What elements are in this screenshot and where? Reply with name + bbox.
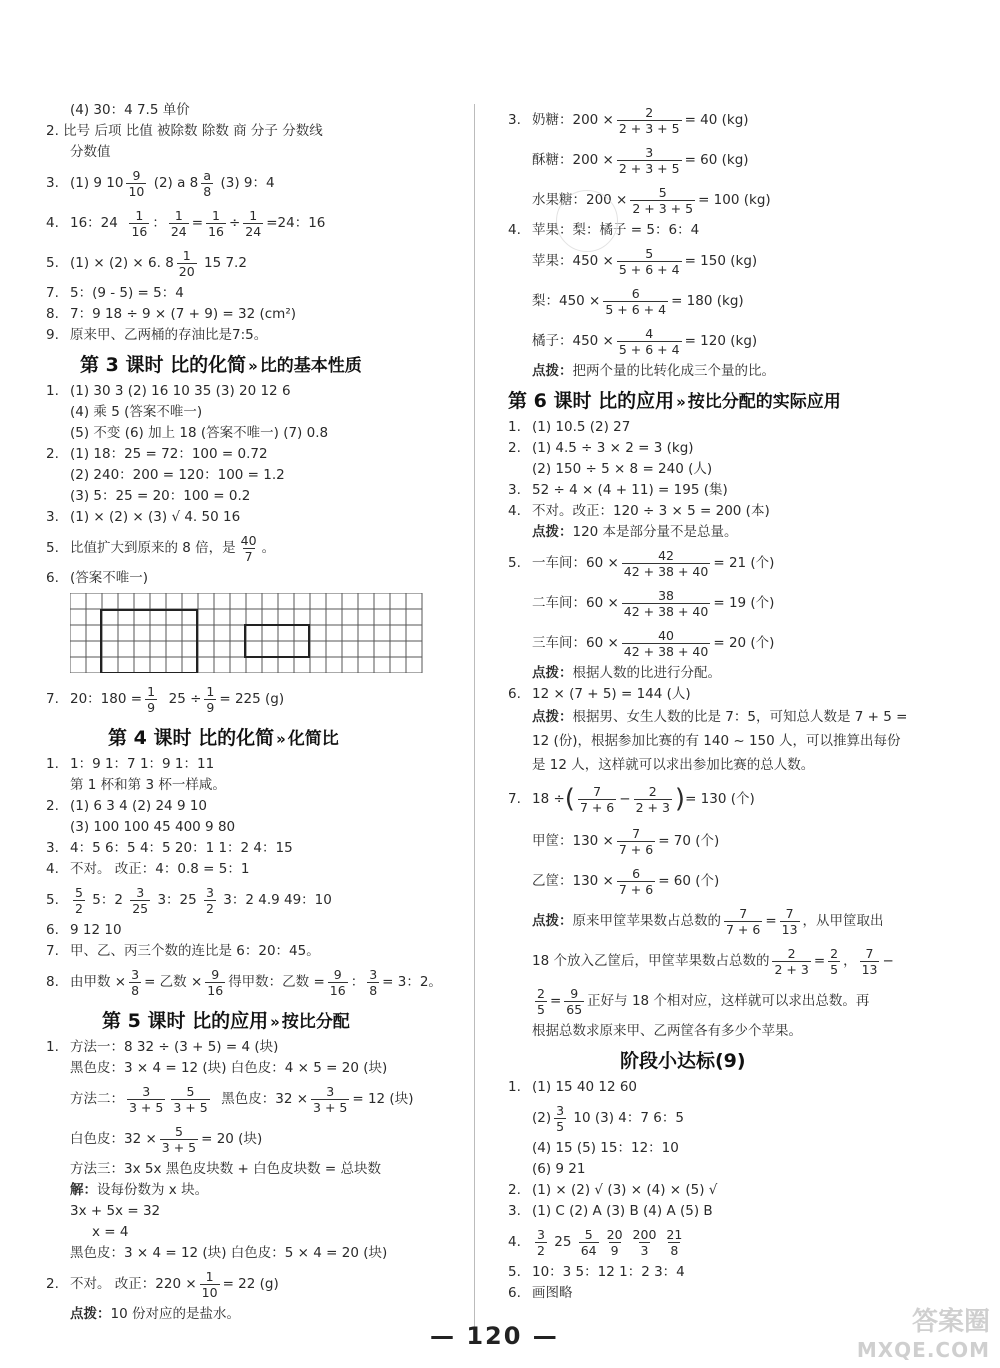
answer-line: 6. 12 × (7 + 5) = 144 (人) xyxy=(508,686,691,702)
fraction: $\frac{2}{2 + 3}$ xyxy=(635,783,670,815)
answer-line: 2. 不对。 改正：220 × $\frac{1}{10}$ = 22 (g) xyxy=(46,1268,279,1300)
answer-line: 方法三：3x 5x 黑色皮块数 + 白色皮块数 = 总块数 xyxy=(70,1161,382,1177)
answer-line: 2. 比号 后项 比值 被除数 除数 商 分子 分数线 xyxy=(46,123,323,139)
fraction: $\frac{21}{8}$ xyxy=(666,1226,683,1258)
fraction: $\frac{6}{5 + 6 + 4}$ xyxy=(605,285,667,317)
fraction: $\frac{7}{7 + 6}$ xyxy=(618,825,654,857)
fraction: $\frac{7}{7 + 6}$ xyxy=(726,905,761,937)
fraction: $\frac{3}{2}$ xyxy=(206,884,214,916)
column-divider xyxy=(474,104,475,1330)
fraction: $\frac{3}{8}$ xyxy=(131,966,140,998)
grid-drawing xyxy=(70,593,456,673)
answer-line: 4. 不对。 改正：4：0.8 = 5：1 xyxy=(46,861,250,877)
answer-line: 橘子：450 × $\frac{4}{5 + 6 + 4}$ = 120 (kg) xyxy=(532,325,758,357)
answer-line: 酥糖：200 × $\frac{3}{2 + 3 + 5}$ = 60 (kg) xyxy=(532,144,749,176)
fraction: $\frac{42}{42 + 38 + 40}$ xyxy=(623,547,709,579)
answer-line: 苹果：450 × $\frac{5}{5 + 6 + 4}$ = 150 (kg) xyxy=(532,245,758,277)
fraction: $\frac{3}{2}$ xyxy=(537,1226,545,1258)
answer-line: 5. 比值扩大到原来的 8 倍，是 $\frac{40}{7}$ 。 xyxy=(46,532,276,564)
fraction: $\frac{1}{16}$ xyxy=(131,207,148,239)
answer-line: 二车间：60 × $\frac{38}{42 + 38 + 40}$ = 19 (个) xyxy=(532,587,775,619)
fraction: $\frac{7}{7 + 6}$ xyxy=(579,783,615,815)
answer-line: 2. (1) 6 3 4 (2) 24 9 10 xyxy=(46,798,207,814)
right-column xyxy=(508,100,908,1304)
answer-line: 甲筐：130 × $\frac{7}{7 + 6}$ = 70 (个) xyxy=(532,825,720,857)
answer-line: 5. 一车间：60 × $\frac{42}{42 + 38 + 40}$ = 21 (个) xyxy=(508,547,775,579)
fraction: $\frac{20}{9}$ xyxy=(606,1226,623,1258)
fraction: $\frac{2}{5}$ xyxy=(830,945,839,977)
answer-line: (2) 240：200 = 120：100 = 1.2 xyxy=(70,467,285,483)
fraction: $\frac{7}{13}$ xyxy=(861,945,878,977)
fraction: $\frac{3}{5}$ xyxy=(556,1102,565,1134)
answer-line: 6. 画图略 xyxy=(508,1285,573,1301)
section-heading: 第 4 课时 比的化简 » 化简比 xyxy=(108,727,339,749)
fraction: $\frac{5}{64}$ xyxy=(580,1226,597,1258)
fraction: $\frac{3}{25}$ xyxy=(132,884,149,916)
answer-line: 3. (1) × (2) × (3) √ 4. 50 16 xyxy=(46,509,241,525)
answer-line: 1. (1) 15 40 12 60 xyxy=(508,1079,638,1095)
section-heading: 第 5 课时 比的应用 » 按比分配 xyxy=(102,1010,350,1032)
answer-line: 4. 不对。改正：120 ÷ 3 × 5 = 200 (本) xyxy=(508,503,770,519)
answer-line: 7. 5：(9 - 5) = 5：4 xyxy=(46,285,184,301)
fraction: $\frac{1}{10}$ xyxy=(201,1268,218,1300)
answer-line: (2) 150 ÷ 5 × 8 = 240 (人) xyxy=(532,461,713,477)
site-watermark xyxy=(857,1308,990,1364)
answer-line: 黑色皮：3 × 4 = 12 (块) 白色皮：4 × 5 = 20 (块) xyxy=(70,1060,388,1076)
fraction: $\frac{5}{2 + 3 + 5}$ xyxy=(632,184,694,216)
section-heading: 第 3 课时 比的化简 » 比的基本性质 xyxy=(80,354,362,376)
page-number: — 120 — xyxy=(430,1322,559,1350)
answer-line: 点拨： 把两个量的比转化成三个量的比。 xyxy=(532,363,775,379)
section-heading: 第 6 课时 比的应用 » 按比分配的实际应用 xyxy=(508,390,841,412)
answer-line: (5) 不变 (6) 加上 18 (答案不唯一) (7) 0.8 xyxy=(70,425,329,441)
fraction: $\frac{4}{5 + 6 + 4}$ xyxy=(618,325,680,357)
answer-line: 2. (1) × (2) √ (3) × (4) × (5) √ xyxy=(508,1182,718,1198)
answer-line: (4) 30：4 7.5 单价 xyxy=(70,102,190,118)
fraction: $\frac{1}{9}$ xyxy=(147,683,156,715)
fraction: $\frac{2}{2 + 3}$ xyxy=(774,945,809,977)
answer-line: 3. (1) 9 10 $\frac{9}{10}$ (2) a 8 $\frac{a}{8}$ (3) 9：4 xyxy=(46,167,275,199)
answer-line: 6. 9 12 10 xyxy=(46,922,122,938)
answer-line: 解： 设每份数为 x 块。 xyxy=(70,1182,209,1198)
answer-line: 8. 7：9 18 ÷ 9 × (7 + 9) = 32 (cm²) xyxy=(46,306,297,322)
answer-line: 5. 10：3 5：12 1：2 3：4 xyxy=(508,1264,685,1280)
answer-line: 点拨： 10 份对应的是盐水。 xyxy=(70,1306,240,1322)
answer-line: 第 1 杯和第 3 杯一样咸。 xyxy=(70,777,226,793)
answer-line: 1. (1) 30 3 (2) 16 10 35 (3) 20 12 6 xyxy=(46,383,291,399)
fraction: $\frac{1}{9}$ xyxy=(206,683,215,715)
answer-line: 3. 4：5 6：5 4：5 20：1 1：2 4：15 xyxy=(46,840,293,856)
answer-line: (3) 100 100 45 400 9 80 xyxy=(70,819,236,835)
answer-line: 1. 方法一：8 32 ÷ (3 + 5) = 4 (块) xyxy=(46,1039,279,1055)
answer-line: (2) $\frac{3}{5}$ 10 (3) 4：7 6：5 xyxy=(532,1102,684,1134)
fraction: $\frac{9}{65}$ xyxy=(566,985,583,1017)
answer-line: 水果糖：200 × $\frac{5}{2 + 3 + 5}$ = 100 (kg) xyxy=(532,184,771,216)
answer-line: 1. (1) 10.5 (2) 27 xyxy=(508,419,631,435)
fraction: $\frac{3}{3 + 5}$ xyxy=(313,1083,348,1115)
answer-line: $\frac{2}{5}$ = $\frac{9}{65}$ 正好与 18 个相对应，这样就可以求出总数。再 xyxy=(537,985,870,1017)
answer-line: 8. 由甲数 × $\frac{3}{8}$ = 乙数 × $\frac{9}{16}$ 得甲数：乙数 = $\frac{9}{16}$ ： $\frac{3}{8}$ = 3：2。 xyxy=(46,966,442,998)
fraction: $\frac{9}{16}$ xyxy=(207,966,224,998)
answer-line: 方法二： $\frac{3}{3 + 5}$ $\frac{5}{3 + 5}$ 黑色皮：32 × $\frac{3}{3 + 5}$ = 12 (块) xyxy=(70,1083,414,1115)
answer-line: 点拨： 原来甲筐苹果数占总数的 $\frac{7}{7 + 6}$ = $\frac{7}{13}$ ，从甲筐取出 xyxy=(532,905,884,937)
answer-line: 2. (1) 4.5 ÷ 3 × 2 = 3 (kg) xyxy=(508,440,694,456)
answer-line: 7. 甲、乙、丙三个数的连比是 6：20：45。 xyxy=(46,943,320,959)
fraction: $\frac{2}{2 + 3 + 5}$ xyxy=(618,104,680,136)
answer-line: 2. (1) 18：25 = 72：100 = 0.72 xyxy=(46,446,268,462)
answer-line: 4. 16：24 $\frac{1}{16}$ ： $\frac{1}{24}$ = $\frac{1}{16}$ ÷ $\frac{1}{24}$ =24：16 xyxy=(46,207,326,239)
answer-line: 3x + 5x = 32 xyxy=(70,1203,161,1219)
answer-line: 3. 奶糖：200 × $\frac{2}{2 + 3 + 5}$ = 40 (kg) xyxy=(508,104,749,136)
fraction: $\frac{1}{24}$ xyxy=(245,207,262,239)
fraction: $\frac{5}{5 + 6 + 4}$ xyxy=(618,245,680,277)
answer-paragraph: 点拨：根据男、女生人数的比是 7：5，可知总人数是 7 + 5 = 12 (份)，根据参加比赛的有 140 ~ 150 人，可以推算出每份是 12 人，这样就可以求出参加比赛的总人数。 xyxy=(532,709,908,773)
fraction: $\frac{40}{42 + 38 + 40}$ xyxy=(623,627,709,659)
answer-line: 9. 原来甲、乙两桶的存油比是7:5。 xyxy=(46,327,268,343)
answer-line: 三车间：60 × $\frac{40}{42 + 38 + 40}$ = 20 (个) xyxy=(532,627,775,659)
section-heading: 阶段小达标(9) xyxy=(620,1050,746,1072)
answer-line: 7. 20：180 = $\frac{1}{9}$ 25 ÷ $\frac{1}{9}$ = 225 (g) xyxy=(46,683,285,715)
answer-line: 黑色皮：3 × 4 = 12 (块) 白色皮：5 × 4 = 20 (块) xyxy=(70,1245,388,1261)
fraction: $\frac{3}{2 + 3 + 5}$ xyxy=(618,144,680,176)
fraction: $\frac{38}{42 + 38 + 40}$ xyxy=(623,587,709,619)
answer-line: x = 4 xyxy=(92,1224,129,1240)
answer-line: 6. (答案不唯一) xyxy=(46,570,149,586)
answer-line: 4. 苹果：梨：橘子 = 5：6：4 xyxy=(508,222,700,238)
fraction: $\frac{7}{13}$ xyxy=(781,905,798,937)
fraction: $\frac{1}{24}$ xyxy=(170,207,187,239)
answer-line: 点拨： 120 本是部分量不是总量。 xyxy=(532,524,738,540)
answer-line: (3) 5：25 = 20：100 = 0.2 xyxy=(70,488,251,504)
fraction: $\frac{6}{7 + 6}$ xyxy=(618,865,654,897)
answer-line: (4) 15 (5) 15：12：10 xyxy=(532,1140,679,1156)
fraction: $\frac{3}{8}$ xyxy=(369,966,378,998)
fraction: $\frac{5}{3 + 5}$ xyxy=(173,1083,208,1115)
watermark-title: 答案圈 xyxy=(911,1307,990,1337)
fraction: $\frac{1}{20}$ xyxy=(178,247,195,279)
answer-line: 4. $\frac{3}{2}$ 25 $\frac{5}{64}$ $\frac{20}{9}$ $\frac{200}{3}$ $\frac{21}{8}$ xyxy=(508,1226,683,1258)
fraction: $\frac{5}{2}$ xyxy=(75,884,83,916)
answer-line: 梨：450 × $\frac{6}{5 + 6 + 4}$ = 180 (kg) xyxy=(532,285,744,317)
answer-line: 分数值 xyxy=(70,144,111,160)
left-column xyxy=(46,100,456,1325)
fraction: $\frac{200}{3}$ xyxy=(632,1226,657,1258)
answer-line: 5. (1) × (2) × 6. 8 $\frac{1}{20}$ 15 7.2 xyxy=(46,247,247,279)
answer-line: (4) 乘 5 (答案不唯一) xyxy=(70,404,203,420)
answer-line: 3. 52 ÷ 4 × (4 + 11) = 195 (集) xyxy=(508,482,728,498)
answer-line: 1. 1：9 1：7 1：9 1：11 xyxy=(46,756,215,772)
answer-line: 白色皮：32 × $\frac{5}{3 + 5}$ = 20 (块) xyxy=(70,1123,263,1155)
faint-stamp xyxy=(556,190,618,252)
answer-line: (6) 9 21 xyxy=(532,1161,586,1177)
fraction: $\frac{1}{16}$ xyxy=(208,207,224,239)
grid-figure xyxy=(70,593,430,673)
answer-line: 点拨： 根据人数的比进行分配。 xyxy=(532,665,721,681)
fraction: $\frac{a}{8}$ xyxy=(203,167,212,199)
answer-line: 18 个放入乙筐后，甲筐苹果数占总数的 $\frac{2}{2 + 3}$ = $\frac{2}{5}$ ， $\frac{7}{13}$ − xyxy=(532,945,894,977)
fraction: $\frac{9}{10}$ xyxy=(128,167,145,199)
watermark-url: MXQE.COM xyxy=(856,1338,990,1362)
fraction: $\frac{2}{5}$ xyxy=(537,985,545,1017)
fraction: $\frac{5}{3 + 5}$ xyxy=(161,1123,197,1155)
answer-line: 乙筐：130 × $\frac{6}{7 + 6}$ = 60 (个) xyxy=(532,865,720,897)
answer-line: 5. $\frac{5}{2}$ 5：2 $\frac{3}{25}$ 3：25 $\frac{3}{2}$ 3：2 4.9 49：10 xyxy=(46,884,332,916)
fraction: $\frac{9}{16}$ xyxy=(329,966,346,998)
answer-line: 根据总数求原来甲、乙两筐各有多少个苹果。 xyxy=(532,1023,802,1039)
answer-line: 7. 18 ÷ ( $\frac{7}{7 + 6}$ − $\frac{2}{2 + 3}$ ) = 130 (个) xyxy=(508,783,755,815)
answer-line: 3. (1) C (2) A (3) B (4) A (5) B xyxy=(508,1203,713,1219)
fraction: $\frac{3}{3 + 5}$ xyxy=(129,1083,164,1115)
fraction: $\frac{40}{7}$ xyxy=(240,532,257,564)
